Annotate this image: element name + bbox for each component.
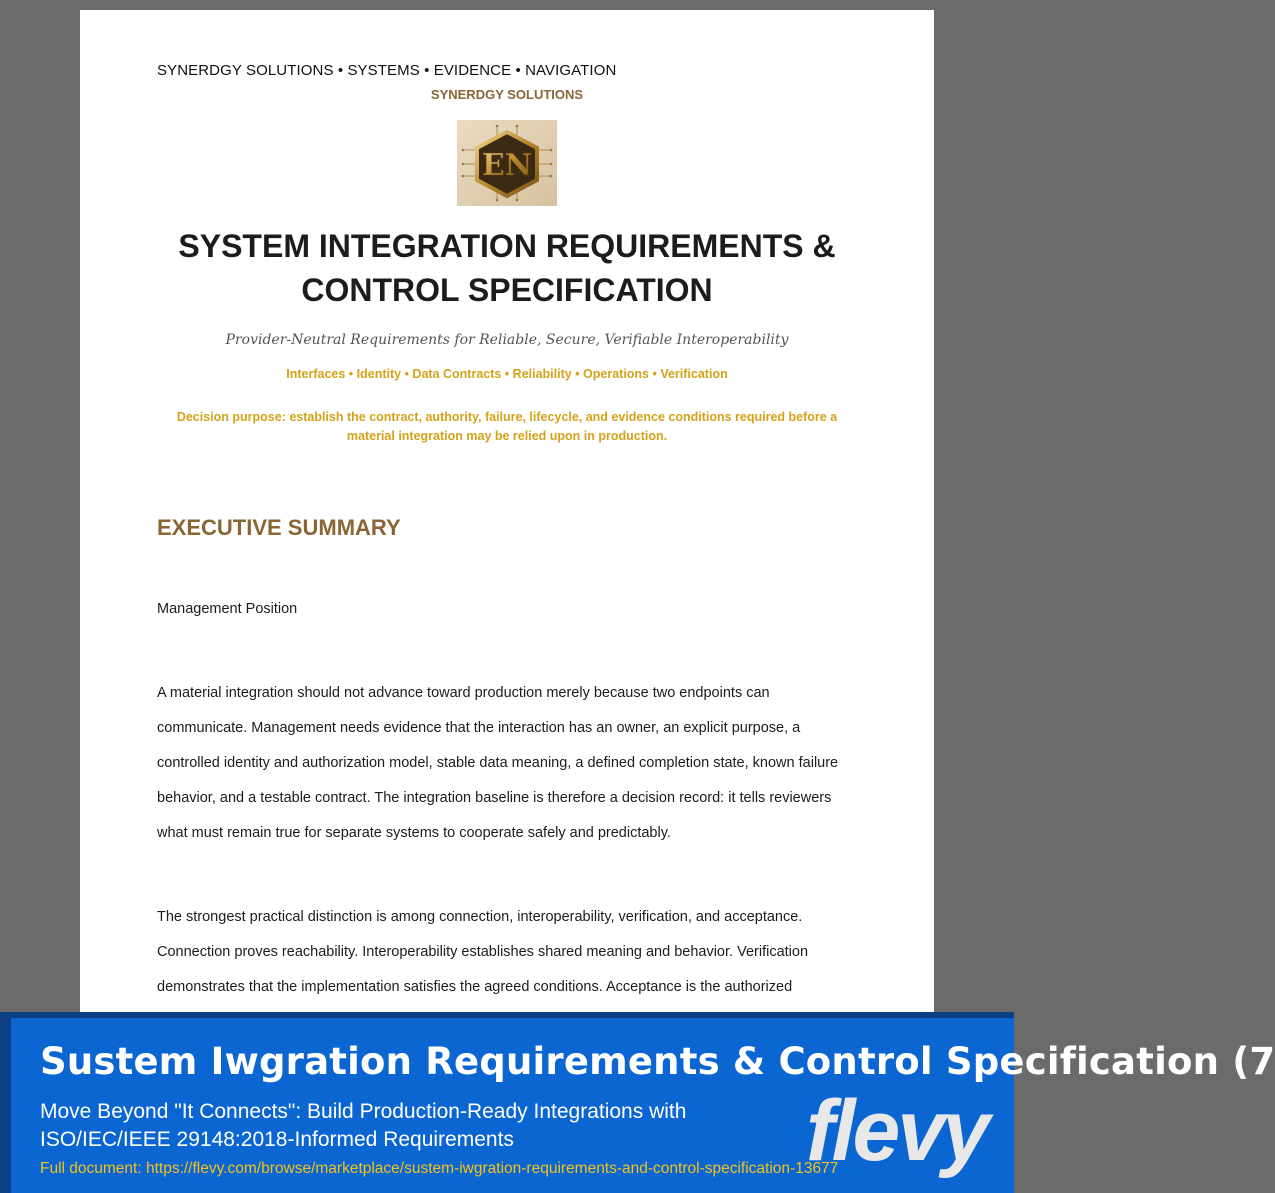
promo-banner [0,1012,1275,1193]
topic-tags: Interfaces • Identity • Data Contracts • Reliability • Operations • Verification [286,367,728,381]
paragraph: The strongest practical distinction is among connection, interoperability, verification, and acceptance. Connection proves reachability. Interoperability establishes shared meaning and behavior. Verification demonstrates that the implementation satisfies the agreed conditions. Acceptance is the authorized [157,909,809,995]
company-logo [457,120,557,206]
subheading-management-position: Management Position [157,601,298,617]
logo-letters: EN [481,148,533,183]
paragraph: A material integration should not advance toward production merely because two endpoints can communicate. Management needs evidence that the interaction has an owner, an explicit purpose, a controlled identity and authorization model, stable data meaning, a defined completion state, known failure behavior, and a testable contract. The integration baseline is therefore a decision record: it tells reviewers what must remain true for separate systems to cooperate safely and predictably. [157,685,839,841]
banner-title: Sustem Iwgration Requirements & Control Specification (7 [40,1040,1275,1083]
document-title: SYSTEM INTEGRATION REQUIREMENTS & CONTROL SPECIFICATION [178,228,836,308]
section-heading: EXECUTIVE SUMMARY [157,515,401,540]
document-subtitle: Provider-Neutral Requirements for Reliable, Secure, Verifiable Interoperability [225,332,789,348]
header-nav: SYNERDGY SOLUTIONS • SYSTEMS • EVIDENCE • NAVIGATION [157,62,617,79]
document-page [80,10,934,1020]
decision-purpose: Decision purpose: establish the contract, authority, failure, lifecycle, and evidence conditions required before a material integration may be relied upon in production. [176,410,838,443]
full-document-link[interactable]: Full document: https://flevy.com/browse/marketplace/sustem-iwgration-requirements-and-control-specification-13677 [40,1160,839,1177]
promo-banner-body [11,1018,1275,1193]
flevy-logo[interactable]: flevy [806,1083,988,1179]
brand-name: SYNERDGY SOLUTIONS [430,87,584,102]
banner-subtitle: Move Beyond "It Connects": Build Production-Ready Integrations with ISO/IEC/IEEE 29148:2018-Informed Requirements [40,1100,687,1151]
